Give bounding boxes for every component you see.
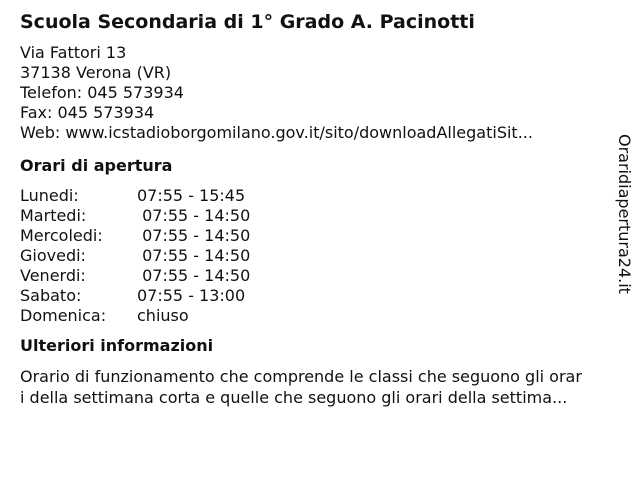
day-time: 07:55 - 13:00 [137,286,246,305]
day-label: Domenica: [20,306,107,325]
day-time: 07:55 - 14:50 [137,206,251,225]
hours-table [20,186,610,326]
address-street: Via Fattori 13 [20,43,127,62]
day-time: 07:55 - 15:45 [137,186,246,205]
day-time: 07:55 - 14:50 [137,246,251,265]
hours-row-friday [20,266,610,286]
day-label: Martedi: [20,206,87,225]
day-time: chiuso [137,306,189,325]
address-block [20,43,610,143]
day-label: Sabato: [20,286,82,305]
address-city: 37138 Verona (VR) [20,63,172,82]
watermark-vertical: Oraridiapertura24.it [615,134,634,294]
hours-row-sunday [20,306,610,326]
info-line-2: i della settimana corta e quelle che seguono gli orari della settima... [20,388,568,407]
website-link[interactable]: Web: www.icstadioborgomilano.gov.it/sito/downloadAllegatiSit... [20,123,533,142]
day-time: 07:55 - 14:50 [137,226,251,245]
day-label: Mercoledi: [20,226,103,245]
info-heading: Ulteriori informazioni [20,336,214,355]
hours-row-tuesday [20,206,610,226]
day-time: 07:55 - 14:50 [137,266,251,285]
phone-number[interactable]: Telefon: 045 573934 [20,83,184,102]
hours-row-saturday [20,286,610,306]
day-label: Lunedi: [20,186,79,205]
hours-row-thursday [20,246,610,266]
day-label: Venerdi: [20,266,86,285]
content [20,10,610,408]
info-line-1: Orario di funzionamento che comprende le classi che seguono gli orar [20,367,582,386]
page-title: Scuola Secondaria di 1° Grado A. Pacinotti [20,11,475,33]
info-description [20,366,610,408]
day-label: Giovedi: [20,246,86,265]
hours-row-monday [20,186,610,206]
fax-number: Fax: 045 573934 [20,103,155,122]
hours-row-wednesday [20,226,610,246]
hours-heading: Orari di apertura [20,156,173,175]
